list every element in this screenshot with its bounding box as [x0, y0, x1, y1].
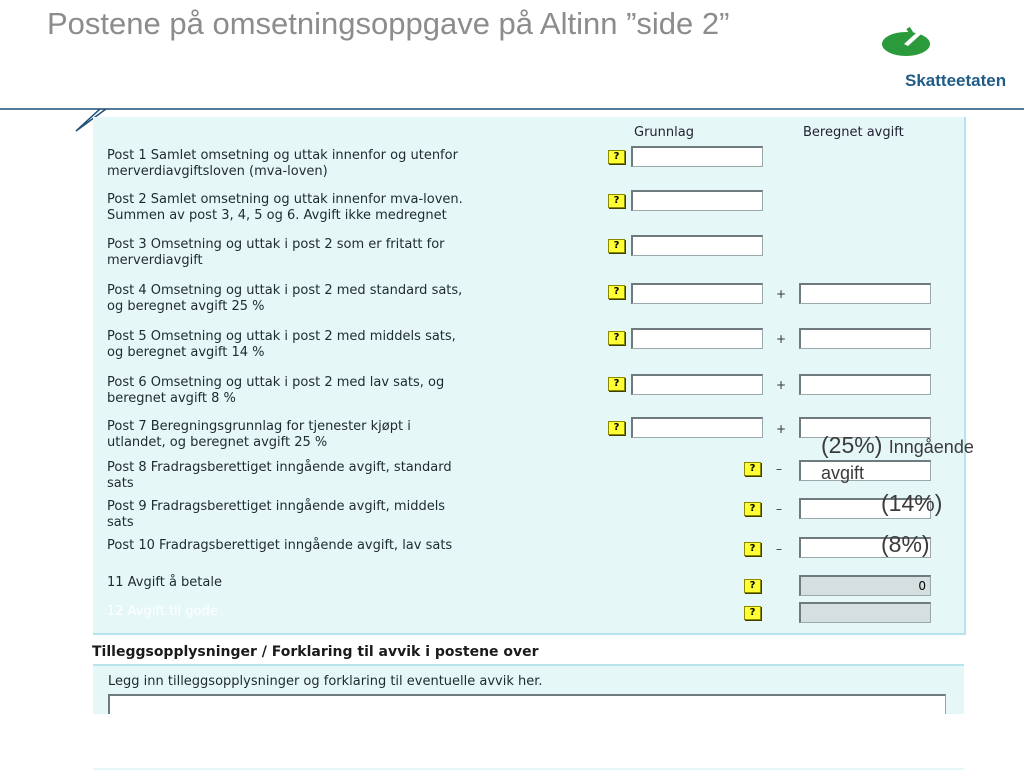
help-icon[interactable]: ?: [744, 502, 761, 516]
skatteetaten-logo: [878, 22, 1018, 92]
post-2-grunnlag-input[interactable]: [631, 190, 763, 211]
vat-form-panel: [93, 117, 966, 635]
help-icon[interactable]: ?: [608, 150, 625, 164]
post-10-label: Post 10 Fradragsberettiget inngående avgift, lav sats: [107, 538, 453, 553]
post-4-label: Post 4 Omsetning og uttak i post 2 med standard sats, og beregnet avgift 25 %: [107, 283, 463, 314]
logo-text: Skatteetaten: [905, 71, 1007, 90]
minus-sign: –: [776, 502, 782, 516]
note-25-percent: (25%) Inngående: [821, 432, 974, 458]
help-icon[interactable]: ?: [608, 285, 625, 299]
post-6-avgift-input[interactable]: [799, 374, 931, 395]
post-1-grunnlag-input[interactable]: [631, 146, 763, 167]
post-7-label: Post 7 Beregningsgrunnlag for tjenester kjøpt i utlandet, og beregnet avgift 25 %: [107, 419, 411, 450]
post-8-avgift-input[interactable]: [799, 460, 931, 481]
post-6-grunnlag-input[interactable]: [631, 374, 763, 395]
slide-bottom-area: [0, 714, 1024, 768]
additional-info-heading: Tilleggsopplysninger / Forklaring til avvik i postene over: [92, 644, 539, 660]
post-11-label: 11 Avgift å betale: [107, 575, 222, 590]
post-5-label: Post 5 Omsetning og uttak i post 2 med middels sats, og beregnet avgift 14 %: [107, 329, 456, 360]
logo-mark-icon: [878, 22, 938, 62]
plus-sign: +: [776, 422, 787, 436]
help-icon[interactable]: ?: [744, 542, 761, 556]
plus-sign: +: [776, 378, 787, 392]
post-8-label: Post 8 Fradragsberettiget inngående avgift, standard sats: [107, 460, 452, 491]
minus-sign: –: [776, 542, 782, 556]
post-11-avgift-field: 0: [799, 575, 931, 596]
slide-title: Postene på omsetningsoppgave på Altinn ”side 2”: [47, 6, 730, 41]
help-icon[interactable]: ?: [744, 606, 761, 620]
help-icon[interactable]: ?: [608, 377, 625, 391]
note-8-percent: (8%): [881, 531, 930, 557]
column-header-grunnlag: Grunnlag: [634, 125, 694, 140]
help-icon[interactable]: ?: [744, 579, 761, 593]
post-4-avgift-input[interactable]: [799, 283, 931, 304]
minus-sign: –: [776, 462, 782, 476]
column-header-beregnet-avgift: Beregnet avgift: [803, 125, 904, 140]
post-5-grunnlag-input[interactable]: [631, 328, 763, 349]
post-1-label: Post 1 Samlet omsetning og uttak innenfor og utenfor merverdiavgiftsloven (mva-loven): [107, 148, 458, 179]
additional-info-label: Legg inn tilleggsopplysninger og forklaring til eventuelle avvik her.: [108, 674, 543, 689]
note-inngaende-avgift: avgift: [821, 463, 865, 483]
help-icon[interactable]: ?: [608, 331, 625, 345]
additional-info-textarea[interactable]: [108, 694, 946, 716]
help-icon[interactable]: ?: [608, 421, 625, 435]
plus-sign: +: [776, 287, 787, 301]
help-icon[interactable]: ?: [608, 194, 625, 208]
note-14-percent: (14%): [881, 490, 943, 516]
help-icon[interactable]: ?: [608, 239, 625, 253]
post-9-label: Post 9 Fradragsberettiget inngående avgift, middels sats: [107, 499, 446, 530]
post-7-grunnlag-input[interactable]: [631, 417, 763, 438]
post-5-avgift-input[interactable]: [799, 328, 931, 349]
plus-sign: +: [776, 332, 787, 346]
post-3-label: Post 3 Omsetning og uttak i post 2 som er fritatt for merverdiavgift: [107, 237, 445, 268]
post-6-label: Post 6 Omsetning og uttak i post 2 med lav sats, og beregnet avgift 8 %: [107, 375, 445, 406]
post-2-label: Post 2 Samlet omsetning og uttak innenfor mva-loven. Summen av post 3, 4, 5 og 6. Avgift ikke medregnet: [107, 192, 463, 223]
post-12-label: 12 Avgift til gode: [107, 604, 218, 619]
help-icon[interactable]: ?: [744, 462, 761, 476]
post-4-grunnlag-input[interactable]: [631, 283, 763, 304]
post-3-grunnlag-input[interactable]: [631, 235, 763, 256]
post-12-avgift-field: [799, 602, 931, 623]
